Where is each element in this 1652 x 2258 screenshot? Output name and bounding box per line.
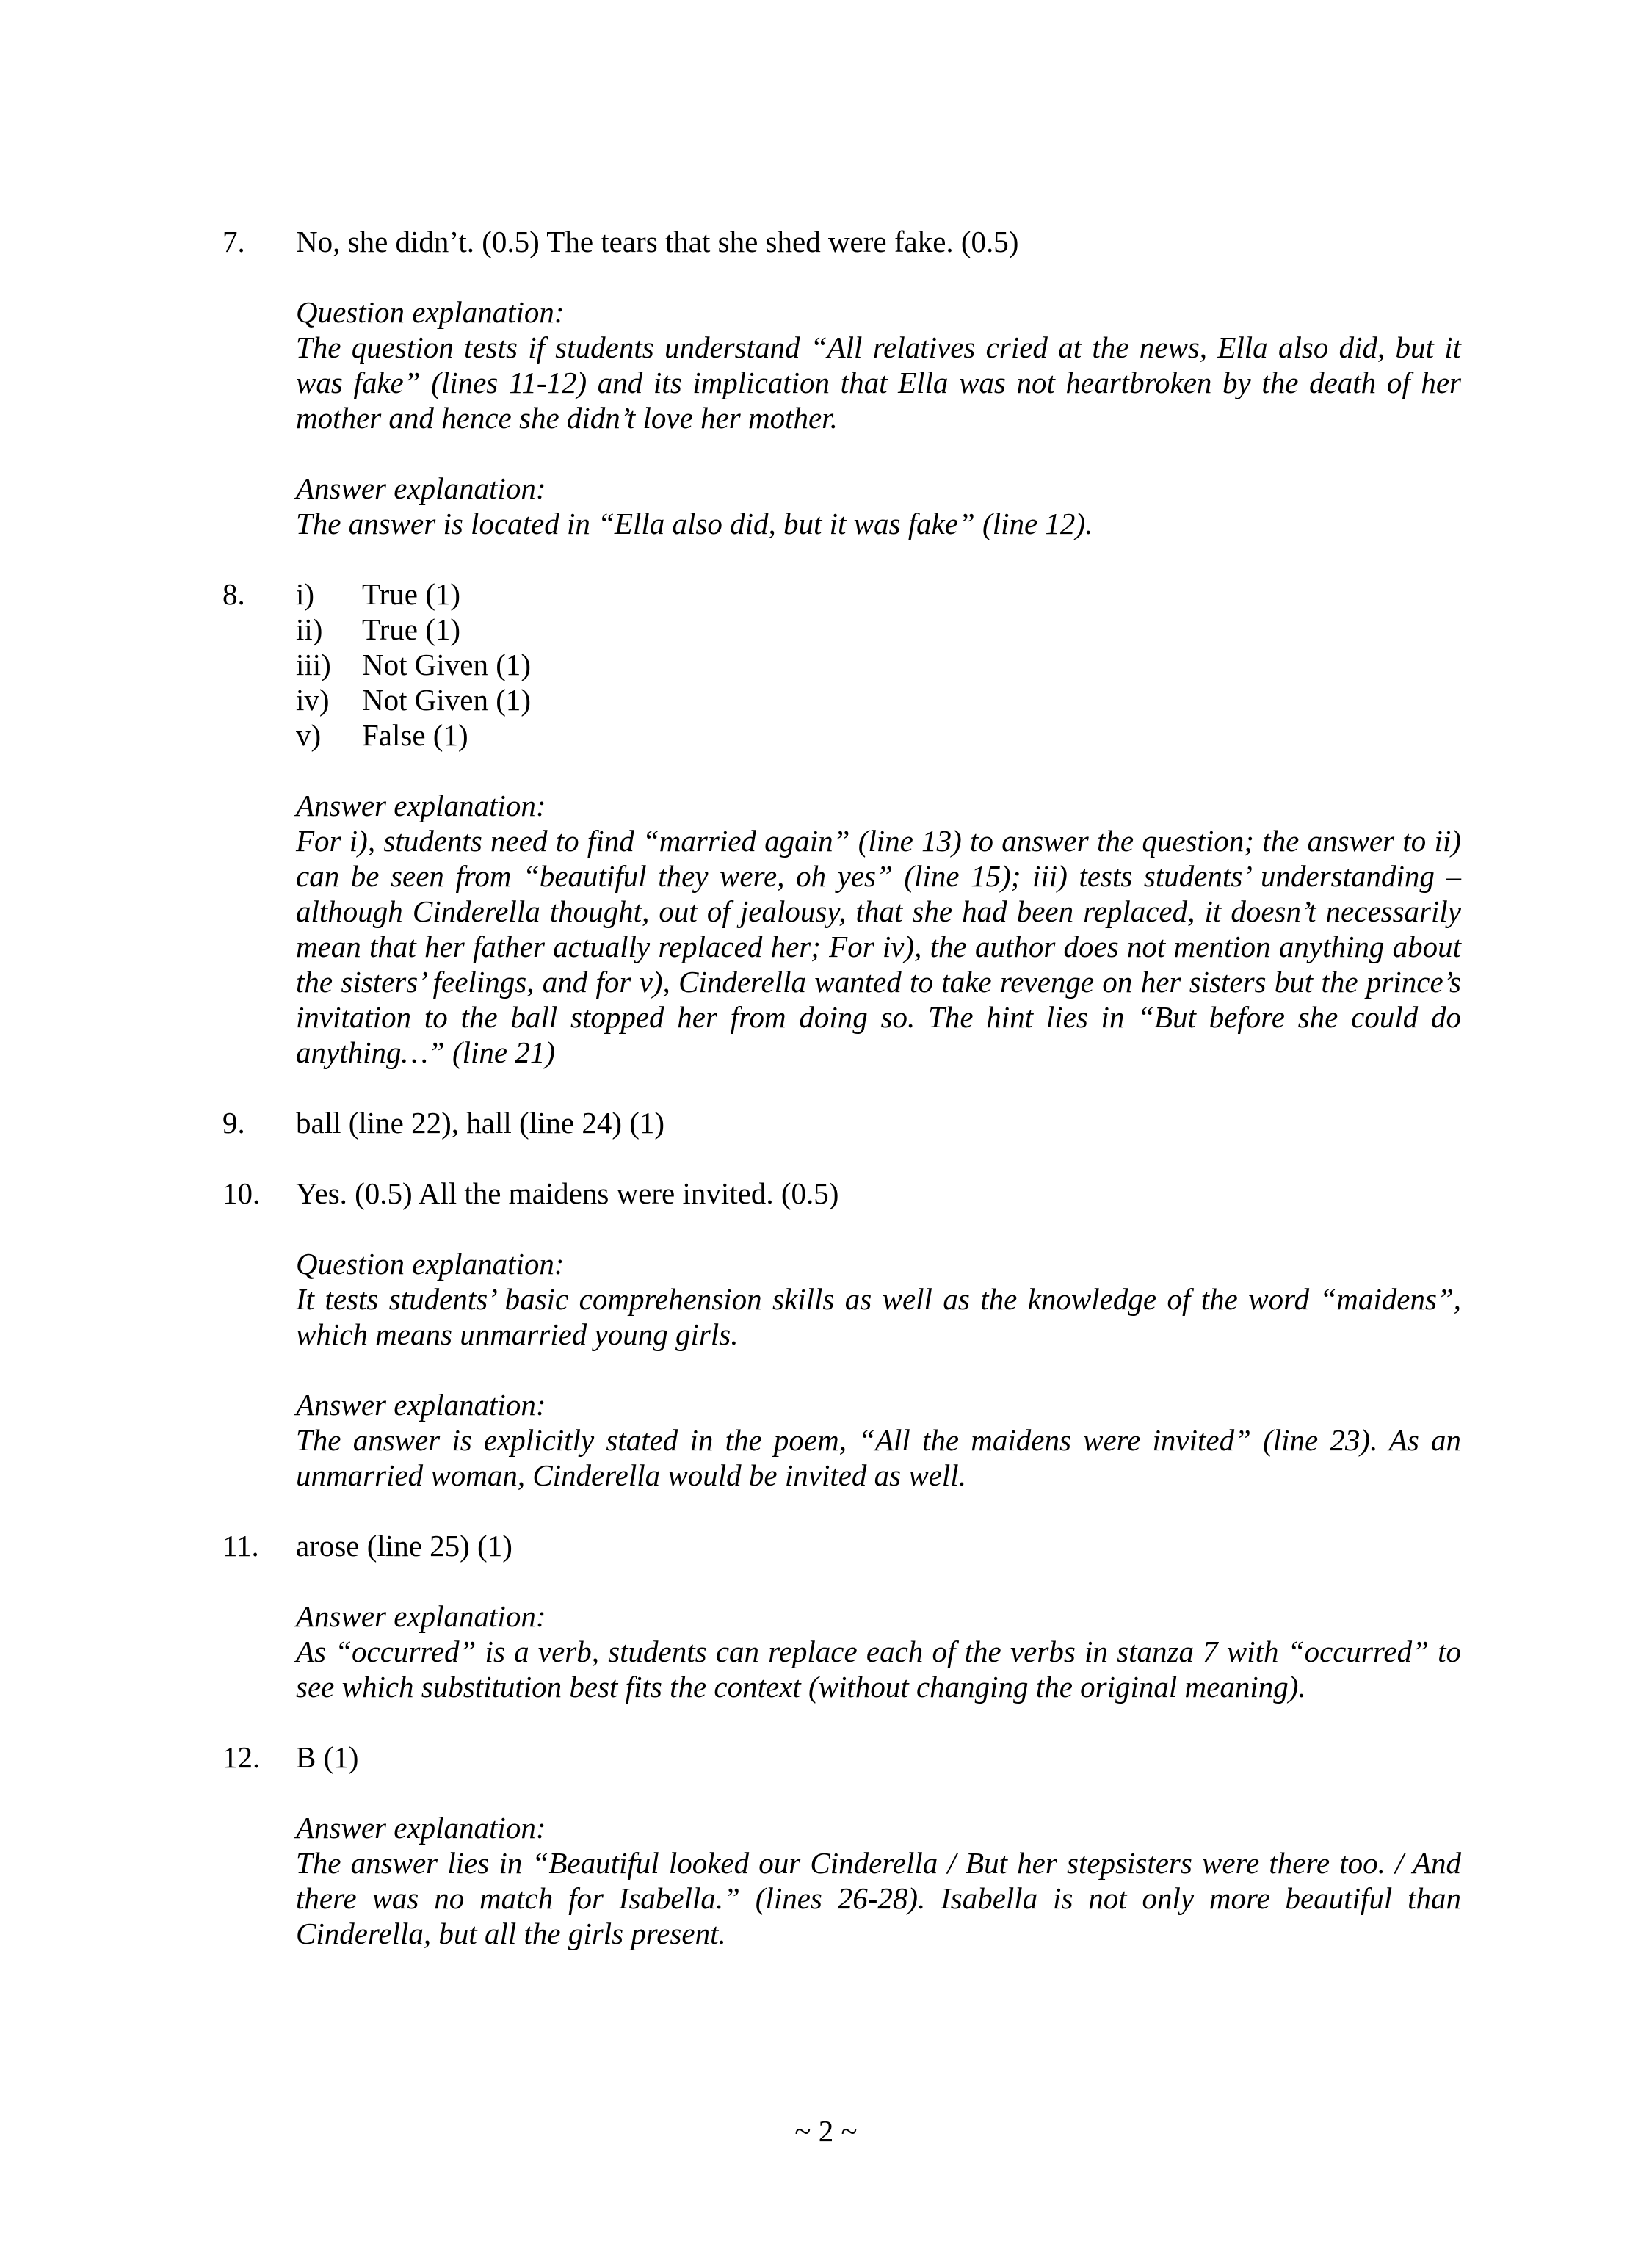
explanation-heading: Answer explanation: bbox=[296, 1599, 546, 1633]
explanation-heading: Answer explanation: bbox=[296, 471, 546, 505]
answer-row bbox=[222, 576, 1461, 753]
answer-text: Yes. (0.5) All the maidens were invited. (0.5) bbox=[296, 1176, 839, 1210]
question-number: 11. bbox=[222, 1529, 259, 1563]
sub-answer-label: iii) bbox=[296, 648, 331, 681]
sub-answer-label: i) bbox=[296, 577, 315, 611]
question-item-8 bbox=[222, 576, 1461, 1070]
sub-answer-list bbox=[296, 576, 1461, 753]
answer-explanation-block bbox=[296, 471, 1461, 541]
answer-key-content bbox=[222, 224, 1461, 1986]
sub-answer-row bbox=[296, 612, 1461, 647]
question-explanation-block bbox=[296, 1246, 1461, 1352]
explanation-paragraph: The answer lies in “Beautiful looked our Cinderella / But her stepsisters were there too. / And there was no match for Isabella.” (lines 26-28). Isabella is not only more beautiful than Cinderella, but all the girls present. bbox=[296, 1846, 1461, 1950]
explanation-heading: Answer explanation: bbox=[296, 1388, 546, 1422]
sub-answer-text: True (1) bbox=[362, 577, 461, 611]
answer-text: No, she didn’t. (0.5) The tears that she shed were fake. (0.5) bbox=[296, 225, 1019, 258]
page-number: ~ 2 ~ bbox=[794, 2114, 858, 2148]
question-number: 10. bbox=[222, 1176, 261, 1210]
explanation-paragraph: For i), students need to find “married again” (line 13) to answer the question; the answer to ii) can be seen from “beautiful they were, oh yes” (line 15); iii) tests students’ understanding – although Cinderella thought, out of jealousy, that she had been replaced, it doesn’t necessarily mean that her father actually replaced her; For iv), the author does not mention anything about the sisters’ feelings, and for v), Cinderella wanted to take revenge on her sisters but the prince’s invitation to the ball stopped her from doing so. The hint lies in “But before she could do anything…” (line 21) bbox=[296, 824, 1461, 1069]
question-number: 7. bbox=[222, 225, 245, 258]
question-number: 9. bbox=[222, 1106, 245, 1140]
answer-explanation-block bbox=[296, 788, 1461, 1070]
question-explanation-block bbox=[296, 294, 1461, 435]
answer-text: B (1) bbox=[296, 1740, 359, 1774]
sub-answer-text: True (1) bbox=[362, 612, 461, 646]
question-item-12 bbox=[222, 1740, 1461, 1951]
sub-answer-text: False (1) bbox=[362, 718, 468, 752]
answer-text: arose (line 25) (1) bbox=[296, 1529, 512, 1563]
answer-row bbox=[222, 1740, 1461, 1775]
answer-explanation-block bbox=[296, 1810, 1461, 1951]
explanation-paragraph: The answer is located in “Ella also did, but it was fake” (line 12). bbox=[296, 507, 1093, 540]
sub-answer-row bbox=[296, 647, 1461, 682]
explanation-heading: Question explanation: bbox=[296, 295, 565, 329]
sub-answer-text: Not Given (1) bbox=[362, 683, 532, 717]
explanation-paragraph: The question tests if students understand “All relatives cried at the news, Ella also did, but it was fake” (lines 11-12) and its implication that Ella was not heartbroken by the death of her mother and hence she didn’t love her mother. bbox=[296, 330, 1461, 435]
answer-row bbox=[222, 1105, 1461, 1140]
sub-answer-label: v) bbox=[296, 718, 322, 752]
answer-explanation-block bbox=[296, 1387, 1461, 1493]
explanation-heading: Answer explanation: bbox=[296, 1811, 546, 1845]
sub-answer-row bbox=[296, 576, 1461, 612]
sub-answer-label: ii) bbox=[296, 612, 323, 646]
answer-text: ball (line 22), hall (line 24) (1) bbox=[296, 1106, 665, 1140]
question-number: 8. bbox=[222, 577, 245, 611]
sub-answer-label: iv) bbox=[296, 683, 330, 717]
answer-row bbox=[222, 1528, 1461, 1563]
question-item-10 bbox=[222, 1176, 1461, 1493]
question-number: 12. bbox=[222, 1740, 261, 1774]
explanation-heading: Answer explanation: bbox=[296, 789, 546, 822]
sub-answer-row bbox=[296, 717, 1461, 753]
explanation-heading: Question explanation: bbox=[296, 1247, 565, 1281]
question-item-9 bbox=[222, 1105, 1461, 1140]
answer-explanation-block bbox=[296, 1599, 1461, 1704]
answer-row bbox=[222, 1176, 1461, 1211]
explanation-paragraph: It tests students’ basic comprehension skills as well as the knowledge of the word “maidens”, which means unmarried young girls. bbox=[296, 1282, 1461, 1351]
question-item-11 bbox=[222, 1528, 1461, 1704]
sub-answer-text: Not Given (1) bbox=[362, 648, 532, 681]
answer-row bbox=[222, 224, 1461, 259]
explanation-paragraph: As “occurred” is a verb, students can replace each of the verbs in stanza 7 with “occurred” to see which substitution best fits the context (without changing the original meaning). bbox=[296, 1635, 1461, 1704]
sub-answer-row bbox=[296, 682, 1461, 717]
explanation-paragraph: The answer is explicitly stated in the poem, “All the maidens were invited” (line 23). As an unmarried woman, Cinderella would be invited as well. bbox=[296, 1423, 1461, 1492]
question-item-7 bbox=[222, 224, 1461, 541]
